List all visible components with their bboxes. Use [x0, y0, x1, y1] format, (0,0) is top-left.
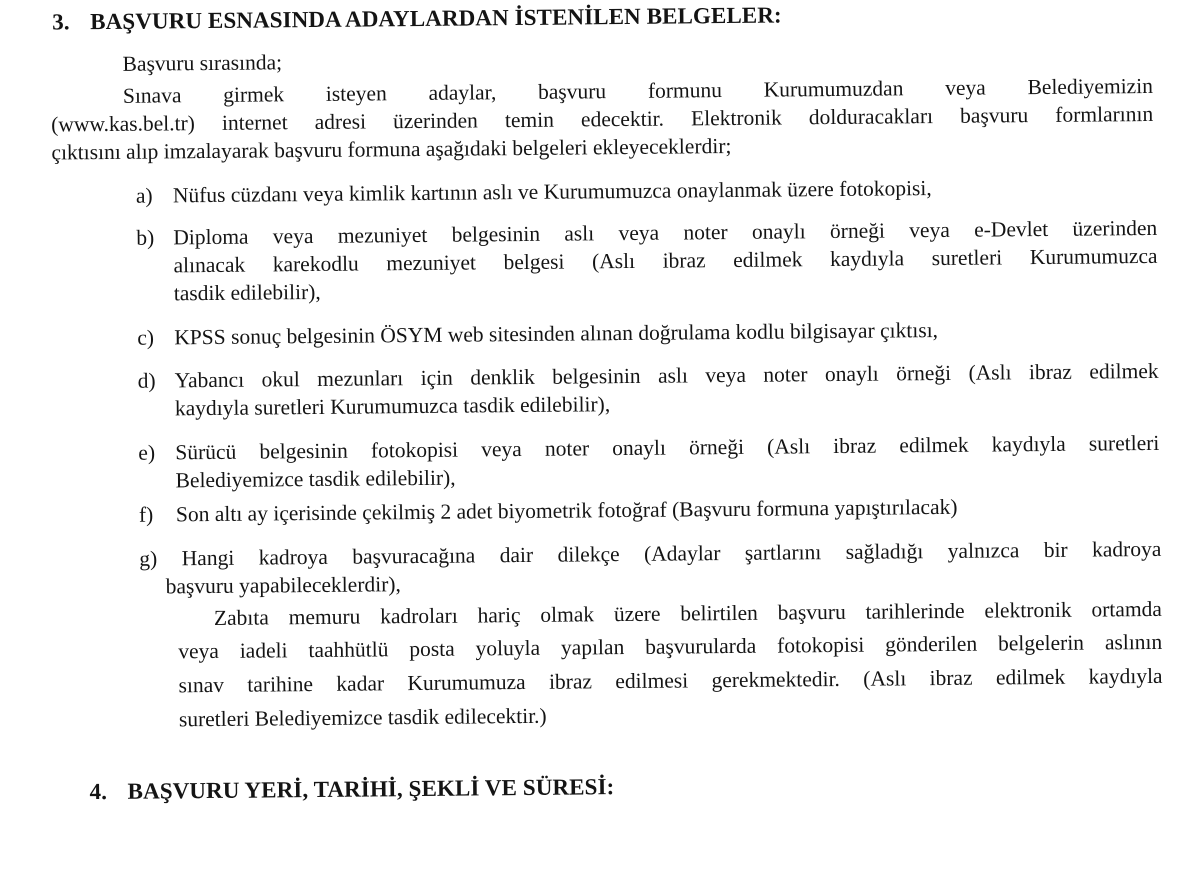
item-b-line-1: Diploma veya mezuniyet belgesinin aslı veya noter onaylı örneği veya e-Devlet üzerinden [173, 215, 1158, 250]
section-3-number: 3. [52, 9, 70, 35]
item-b-marker: b) [136, 225, 155, 250]
section-4-number: 4. [89, 779, 108, 805]
intro-paragraph-1: Başvuru sırasında; [122, 50, 283, 76]
note-line-1: Zabıta memuru kadroları hariç olmak üzere belirtilen başvuru tarihlerinde elektronik ortamda [213, 596, 1163, 630]
note-line-3: sınav tarihine kadar Kurumumuza ibraz edilmesi gerekmektedir. (Aslı ibraz edilmek kaydıyla [178, 663, 1163, 698]
item-d-line-1: Yabancı okul mezunları için denklik belgesinin aslı veya noter onaylı örneği (Aslı ibraz edilmek [174, 358, 1159, 393]
section-4-title: BAŞVURU YERİ, TARİHİ, ŞEKLİ VE SÜRESİ: [127, 774, 615, 804]
note-line-4: suretleri Belediyemizce tasdik edilecektir.) [178, 703, 547, 732]
item-g-line-2: başvuru yapabileceklerdir), [165, 572, 401, 599]
section-3-title: BAŞVURU ESNASINDA ADAYLARDAN İSTENİLEN BELGELER: [90, 2, 782, 35]
item-a-line-1: Nüfus cüzdanı veya kimlik kartının aslı ve Kurumumuzca onaylanmak üzere fotokopisi, [172, 176, 932, 208]
intro-paragraph-2-line-3: çıktısını alıp imzalayarak başvuru formuna aşağıdaki belgeleri ekleyeceklerdir; [51, 133, 732, 165]
item-b-line-3: tasdik edilebilir), [173, 279, 321, 306]
item-d-marker: d) [137, 368, 156, 393]
intro-paragraph-2-line-2: (www.kas.bel.tr) internet adresi üzerinden temin edecektir. Elektronik dolduracakları başvuru formlarının [51, 101, 1154, 137]
item-f-marker: f) [138, 502, 154, 527]
item-f-line-1: Son altı ay içerisinde çekilmiş 2 adet biyometrik fotoğraf (Başvuru formuna yapıştırılacak) [175, 494, 958, 527]
item-c-line-1: KPSS sonuç belgesinin ÖSYM web sitesinden alınan doğrulama kodlu bilgisayar çıktısı, [174, 318, 939, 350]
section-3-heading [52, 2, 782, 35]
note-line-2: veya iadeli taahhütlü posta yoluyla yapılan başvurularda fotokopisi gönderilen belgelerin aslının [178, 629, 1163, 664]
item-e-line-1: Sürücü belgesinin fotokopisi veya noter onaylı örneği (Aslı ibraz edilmek kaydıyla suretleri [175, 430, 1160, 465]
item-c-marker: c) [137, 325, 155, 350]
section-4-heading [89, 774, 614, 805]
item-e-line-2: Belediyemizce tasdik edilebilir), [175, 465, 456, 493]
intro-paragraph-2-line-1: Sınava girmek isteyen adaylar, başvuru formunu Kurumumuzdan veya Belediyemizin [122, 73, 1153, 108]
item-d-line-2: kaydıyla suretleri Kurumumuzca tasdik edilebilir), [174, 392, 611, 421]
item-a-marker: a) [135, 183, 153, 208]
item-e-marker: e) [138, 440, 156, 465]
item-g-line-1: g) Hangi kadroya başvuracağına dair dilekçe (Adaylar şartlarını sağladığı yalnızca bir kadroya [139, 536, 1162, 571]
item-b-line-2: alınacak karekodlu mezuniyet belgesi (Aslı ibraz edilmek kaydıyla suretleri Kurumumuzca [173, 243, 1158, 278]
